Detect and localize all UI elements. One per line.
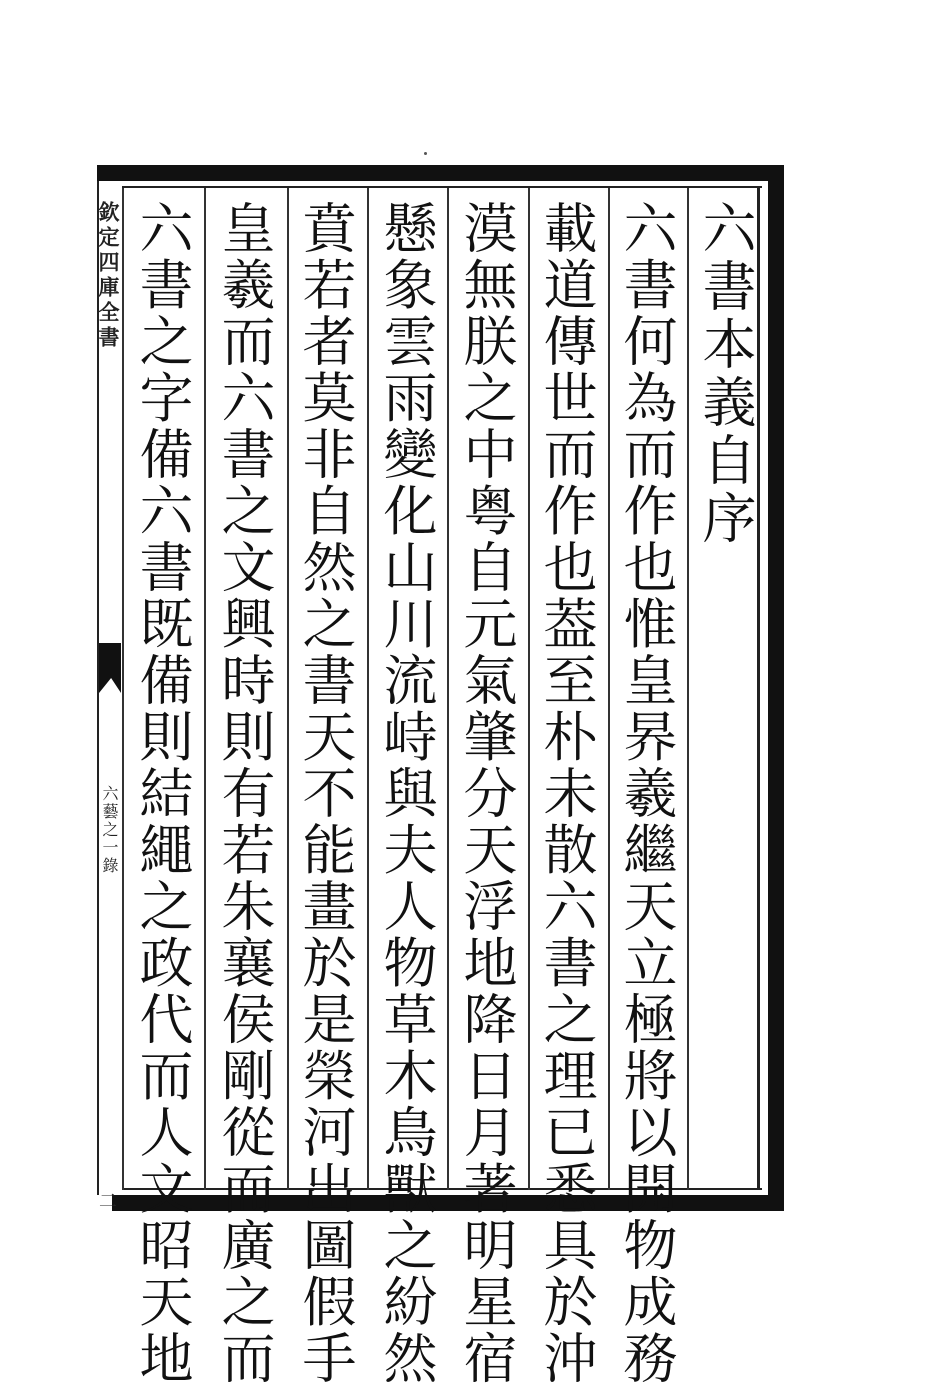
text-column-5: 賁若者莫非自然之書天不能畫於是榮河出圖假手 [294, 200, 357, 1387]
text-column-6: 皇羲而六書之文興時則有若朱襄侯剛從而廣之而 [213, 200, 276, 1387]
column-rule [528, 188, 530, 1190]
preface-title: 六書本義自序 [694, 200, 757, 548]
spine-section-title: 六藝之一錄 [100, 785, 119, 875]
column-rule [204, 188, 206, 1190]
speck [424, 152, 427, 155]
inner-border-right [757, 186, 760, 1190]
text-column-3: 漠無朕之中粤自元氣肇分天浮地降日月著明星宿 [455, 200, 518, 1387]
column-rule [367, 188, 369, 1190]
text-column-7: 六書之字備六書既備則結繩之政代而人文昭天地 [131, 200, 194, 1387]
text-column-2: 載道傳世而作也葢至朴未散六書之理已悉具於沖 [535, 200, 598, 1387]
column-rule [287, 188, 289, 1190]
frame-border-right [768, 165, 784, 1211]
text-column-4: 懸象雲雨變化山川流峙與夫人物草木鳥獸之紛然 [375, 200, 438, 1387]
frame-border-top [97, 165, 784, 181]
spine-folio-number: 二 [96, 1191, 117, 1209]
inner-border-top [122, 186, 762, 188]
column-rule [608, 188, 610, 1190]
text-column-1: 六書何為而作也惟皇昦羲繼天立極將以開物成務 [615, 200, 678, 1387]
spine-strip [96, 181, 121, 1209]
spine-book-title: 欽定四庫全書 [96, 201, 121, 351]
fish-tail-mark [99, 643, 121, 693]
column-rule [122, 188, 124, 1190]
column-rule [447, 188, 449, 1190]
column-rule [687, 188, 689, 1190]
